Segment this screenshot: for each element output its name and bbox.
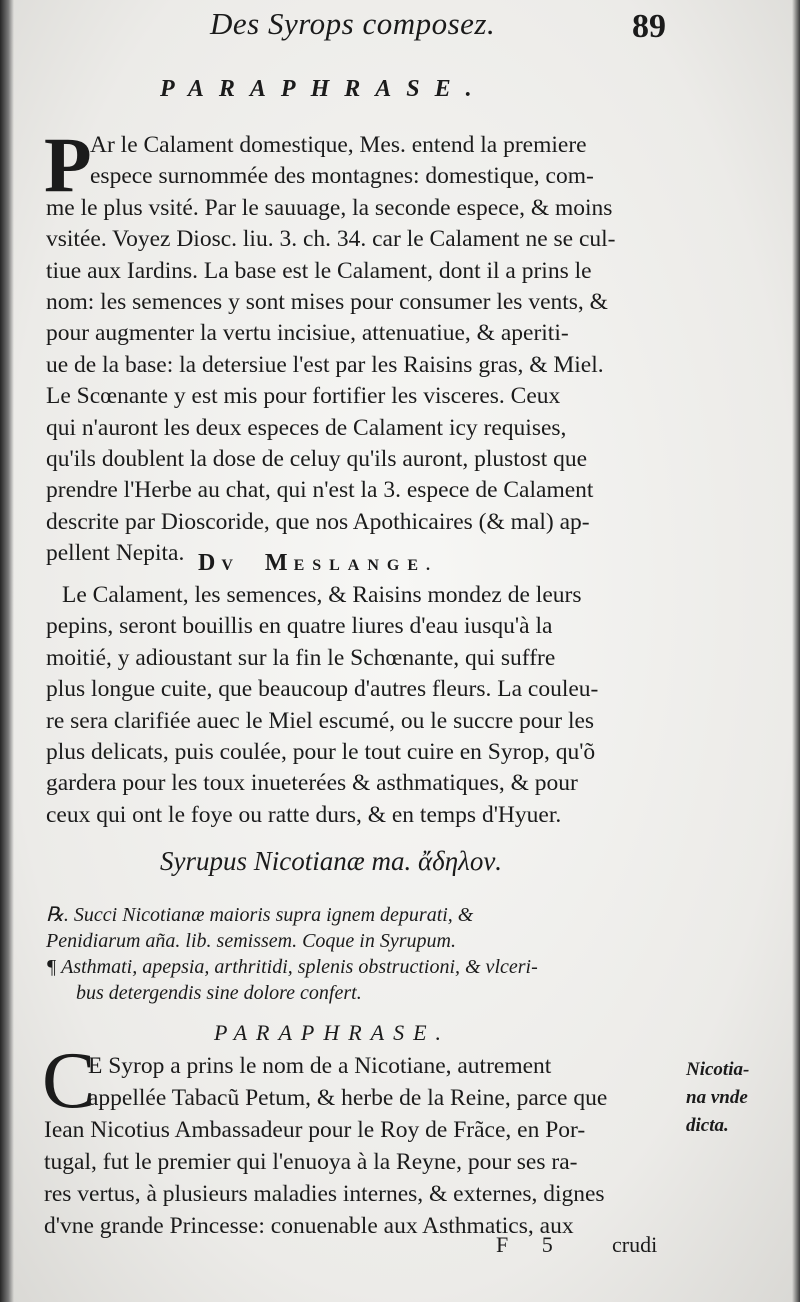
recipe-line: ¶ Asthmati, apepsia, arthritidi, splenis obstructioni, & vlceri- [46,956,538,978]
text-line: tiue aux Iardins. La base est le Calament, dont il a prins le [46,257,592,284]
text-line: Le Calament, les semences, & Raisins mondez de leurs [62,582,582,608]
text-line: ceux qui ont le foye ou ratte durs, & en temps d'Hyuer. [46,801,562,828]
signature-mark: F 5 [496,1232,567,1257]
heading-initial: M [264,550,294,576]
drop-capital-p: P [44,121,92,208]
text-line: nom: les semences y sont mises pour consumer les vents, & [46,288,608,315]
text-line: qu'ils doublent la dose de celuy qu'ils auront, plustost que [46,445,588,472]
text-line: re sera clarifiée auec le Miel escumé, ou le succre pour les [46,707,595,734]
text-line: tugal, fut le premier qui l'enuoya à la Reyne, pour ses ra- [44,1149,578,1175]
text-line: vsitée. Voyez Diosc. liu. 3. ch. 34. car le Calament ne se cul- [46,226,616,253]
heading-initial: D [198,550,222,576]
text-line: gardera pour les toux inueterées & asthmatiques, & pour [46,770,578,797]
text-line: pour augmenter la vertu incisiue, attenuatiue, & aperiti- [46,320,569,347]
paragraph-meslange [46,580,676,831]
text-line: ue de la base: la detersiue l'est par les Raisins gras, & Miel. [46,351,604,378]
page-number: 89 [632,8,666,45]
text-line: pepins, seront bouillis en quatre liures d'eau iusqu'à la [46,613,553,640]
margin-line: Nicotia- [686,1059,750,1080]
margin-line: dicta. [686,1115,729,1136]
running-head: Des Syrops composez. [210,6,496,41]
heading-small-caps: V [221,557,241,574]
recipe-title: Syrupus Nicotianæ ma. ἄδηλον. [160,846,503,876]
text-line: res vertus, à plusieurs maladies internes, & externes, dignes [44,1181,605,1207]
recipe-line: bus detergendis sine dolore confert. [76,982,362,1004]
text-line: Iean Nicotius Ambassadeur pour le Roy de Frãce, en Por- [44,1117,586,1143]
text-line: plus delicats, puis coulée, pour le tout cuire en Syrop, qu'õ [46,738,596,765]
page-gutter-shadow [0,0,14,1302]
drop-capital-c: C [42,1037,96,1125]
text-line: appellée Tabacũ Petum, & herbe de la Reine, parce que [88,1085,608,1111]
text-line: descrite par Dioscoride, que nos Apothicaires (& mal) ap- [46,508,590,535]
text-line: d'vne grande Princesse: conuenable aux Asthmatics, aux [44,1213,574,1239]
text-line: qui n'auront les deux especes de Calament icy requises, [46,414,567,441]
page-edge-shadow [792,0,800,1302]
paragraph-calament [44,121,676,569]
text-line: Le Scœnante y est mis pour fortifier les visceres. Ceux [46,383,561,410]
recipe-formula [46,902,756,1006]
section-heading-meslange [198,550,438,577]
text-line: me le plus vsité. Par le sauuage, la seconde espece, & moins [46,194,613,221]
section-heading-paraphrase-1: PARAPHRASE. [160,76,487,102]
recipe-line: ℞. Succi Nicotianæ maioris supra ignem depurati, & [46,904,474,926]
marginal-note [686,1056,749,1140]
paragraph-nicotiane [42,1037,684,1242]
margin-line: na vnde [686,1087,748,1108]
text-line: moitié, y adioustant sur la fin le Schœnante, qui suffre [46,644,556,671]
recipe-line: Penidiarum aña. lib. semissem. Coque in Syrupum. [46,930,456,952]
text-line: Ar le Calament domestique, Mes. entend la premiere [90,132,587,158]
text-line: E Syrop a prins le nom de a Nicotiane, autrement [88,1053,552,1079]
text-line: plus longue cuite, que beaucoup d'autres fleurs. La couleu- [46,676,599,703]
heading-small-caps: ESLANGE. [293,557,439,574]
text-line: espece surnommée des montagnes: domestique, com- [90,163,594,190]
section-heading-paraphrase-2: PARAPHRASE. [214,1020,451,1045]
catchword: crudi [612,1232,658,1257]
text-line: prendre l'Herbe au chat, qui n'est la 3. espece de Calament [46,477,594,504]
text-line: pellent Nepita. [46,540,185,567]
